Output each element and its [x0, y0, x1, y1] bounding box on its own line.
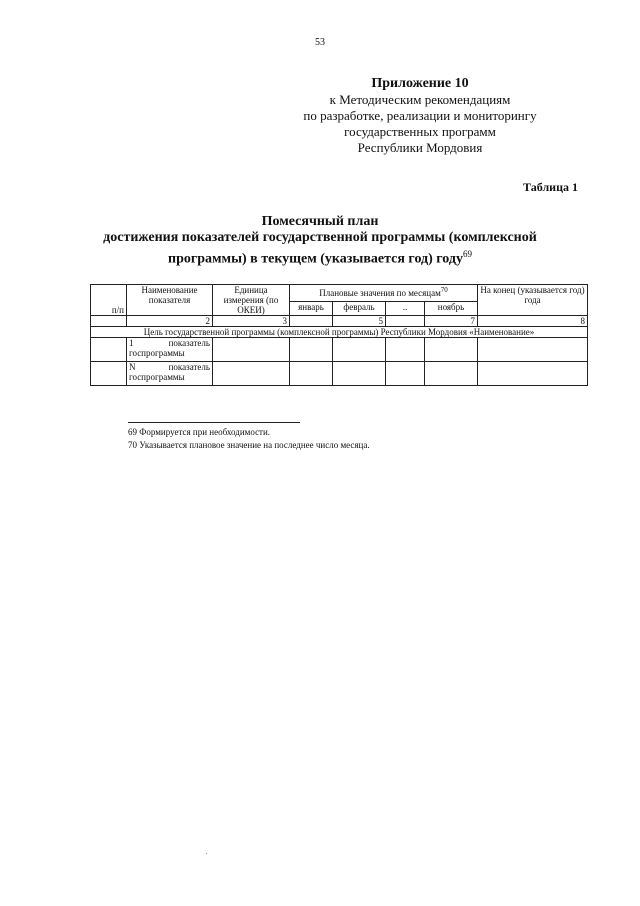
heading-line: программы) в текущем (указывается год) году$^{69}$ — [168, 249, 472, 267]
indicator-cell: N показатель госпрограммы — [127, 362, 213, 386]
header-month: ноябрь — [425, 302, 478, 316]
header-month: январь — [290, 302, 333, 316]
footnote: 69 Формируется при необходимости. — [128, 427, 271, 437]
goal-row — [91, 327, 588, 338]
col-number: 2 — [127, 316, 213, 327]
table-row — [91, 362, 588, 386]
col-number — [290, 316, 333, 327]
col-number: 5 — [333, 316, 386, 327]
indicator-cell: 1 показатель госпрограммы — [127, 338, 213, 362]
footnote: 70 Указывается плановое значение на последнее число месяца. — [128, 440, 370, 450]
appendix-title: Приложение 10 — [371, 76, 469, 91]
heading-line: достижения показателей государственной программы (комплексной — [103, 230, 537, 245]
footnote-mark: 69 — [462, 249, 472, 259]
table-row — [91, 338, 588, 362]
footnotes — [128, 426, 370, 452]
header-unit: Единица измерения (по ОКЕИ) — [213, 285, 290, 316]
header-name: Наименование показателя — [127, 285, 213, 316]
document-heading — [90, 214, 550, 268]
appendix-line: государственных программ — [344, 124, 496, 139]
appendix-line: по разработке, реализации и мониторингу — [303, 108, 537, 123]
table-header-row — [91, 285, 588, 302]
footnote-divider — [128, 422, 300, 423]
heading-line: Помесячный план — [261, 214, 379, 229]
header-month: .. — [386, 302, 425, 316]
column-number-row — [91, 316, 588, 327]
header-month: февраль — [333, 302, 386, 316]
scan-speck — [206, 853, 207, 854]
table-label: Таблица 1 — [523, 180, 578, 194]
plan-table — [90, 284, 588, 386]
page-number: 53 — [315, 37, 325, 48]
header-end: На конец (указывается год) года — [478, 285, 588, 316]
header-num: п/п — [91, 285, 127, 316]
header-plan: Плановые значения по месяцам$^{70}$ — [290, 285, 478, 302]
goal-cell: Цель государственной программы (комплексной программы) Республики Мордовия «Наименование» — [91, 327, 588, 338]
col-number — [91, 316, 127, 327]
appendix-line: Республики Мордовия — [357, 140, 483, 155]
appendix-line: к Методическим рекомендациям — [329, 92, 511, 107]
col-number — [386, 316, 425, 327]
col-number: 3 — [213, 316, 290, 327]
col-number: 7 — [425, 316, 478, 327]
col-number: 8 — [478, 316, 588, 327]
appendix-block — [270, 76, 570, 156]
